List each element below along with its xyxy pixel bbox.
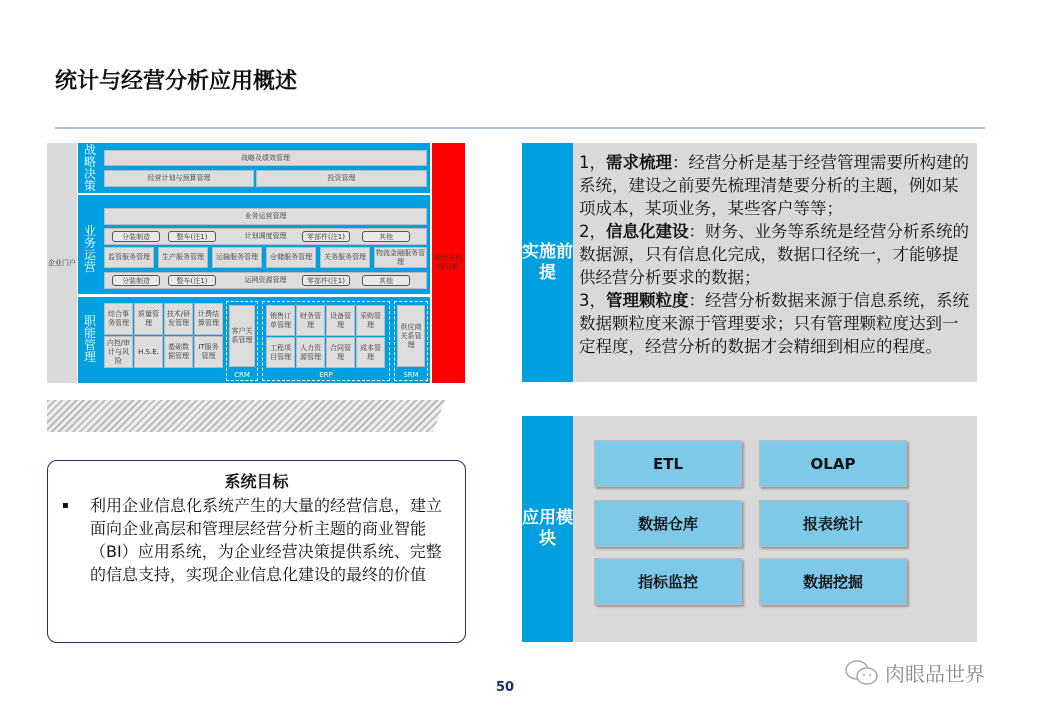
title-divider [55,127,985,129]
item-num: 1， [579,153,606,172]
diagram-box: 采购管理 [356,305,385,336]
goal-text: 利用企业信息化系统产生的大量的经营信息，建立面向企业高层和管理层经营分析主题的商业智能（BI）应用系统，为企业经营决策提供系统、完整的信息支持，实现企业信息化建设的最终的价值 [90,496,443,584]
system-goal-box [47,460,466,643]
diagram-box: H.S.E. [134,336,163,368]
diagram-box: 业务运营管理 [104,208,427,225]
diagram-pill: 零部件(注1) [302,231,350,242]
diagram-box: 经营计划与预算管理 [104,170,254,187]
page-title: 统计与经营分析应用概述 [55,69,298,94]
diagram-box: 关务服务管理 [320,247,370,268]
modules-panel [573,416,977,642]
diagram-box: 生产服务管理 [158,247,208,268]
module-kpi-monitor: 指标监控 [594,558,742,605]
diagram-box: 投资管理 [256,170,427,187]
module-reports: 报表统计 [759,500,907,547]
diagram-box: 质量管理 [134,303,163,335]
diagram-box: 监管服务管理 [104,247,154,268]
diagram-box: 工程项目管理 [266,337,295,368]
function-section [78,297,430,383]
bullet-icon: ▪ [62,500,69,511]
business-section [78,195,430,294]
diagram-box: 供应商关系管理 [397,305,425,367]
diagram-pill: 整车(注1) [168,275,216,286]
diagram-box: 人力资源管理 [296,337,325,368]
diagram-box: 计费结算管理 [194,303,223,335]
premise-label: 实施前提 [522,143,573,382]
diagram-pill: 其他 [362,275,410,286]
diagram-box: 战略及绩效管理 [104,150,427,166]
module-olap: OLAP [759,440,907,487]
diagram-box: 销售订单管理 [266,305,295,336]
diagram-box: 内控/审计与风险 [104,336,133,368]
item-text: ：财务、业务等系统是经营分析系统的数据源，只有信息化完成，数据口径统一，才能够提供经营分析要求的数据； [579,222,969,287]
page-number: 50 [496,680,515,695]
watermark-text: 肉眼品世界 [885,662,985,686]
diagram-pill: 整车(注1) [168,231,216,242]
item-text: ：经营分析是基于经营管理需要所构建的系统，建设之前要先梳理清楚要分析的主题，例如某项成本，某项业务，某些客户等等； [579,153,969,218]
diagram-box: 综合事务管理 [104,303,133,335]
item-term: 需求梳理 [606,153,672,172]
diagram-pill: 分装制造 [112,231,160,242]
diagram-box: 计划调度管理 [104,228,427,245]
diagram-box: 运网资源管理 [104,272,427,289]
diagram-box: 客户关系管理 [229,305,255,367]
module-etl: ETL [594,440,742,487]
architecture-diagram [47,143,465,383]
diagram-box: 成本管理 [356,337,385,368]
function-label: 职能管理 [83,314,96,364]
diagram-box: 财务管理 [296,305,325,336]
premise-text [573,143,977,382]
portal-column: 企业门户 [47,143,77,383]
diagram-box: 设备管理 [326,305,355,336]
strategy-label: 战略决策 [83,143,96,193]
diagram-pill: 零部件(注1) [302,275,350,286]
goal-title: 系统目标 [224,472,289,491]
item-num: 2， [579,222,606,241]
analysis-column: 统计与经营分析 [432,143,465,383]
diagram-pill: 分装制造 [112,275,160,286]
hatched-arrow-bar [47,400,445,432]
crm-label: CRM [234,371,250,379]
diagram-box: 合同管理 [326,337,355,368]
diagram-box: 仓储服务管理 [266,247,316,268]
srm-label: SRM [403,371,419,379]
module-data-mining: 数据挖掘 [759,558,907,605]
modules-label: 应用模块 [522,416,573,642]
item-term: 管理颗粒度 [606,291,689,310]
module-data-warehouse: 数据仓库 [594,500,742,547]
wechat-icon [845,659,879,687]
diagram-box: 技术/研发管理 [164,303,193,335]
diagram-box: 运输服务管理 [212,247,262,268]
diagram-box: IT服务管理 [194,336,223,368]
erp-label: ERP [319,371,333,379]
watermark [845,658,985,687]
diagram-box: 基础数据管理 [164,336,193,368]
item-num: 3， [579,291,606,310]
business-label: 业务运营 [83,224,96,274]
strategy-section [78,143,430,193]
item-text: ：经营分析数据来源于信息系统，系统数据颗粒度来源于管理要求；只有管理颗粒度达到一定程度，经营分析的数据才会精细到相应的程度。 [579,291,969,356]
item-term: 信息化建设 [606,222,689,241]
diagram-box: 物流金融服务管理 [374,247,427,268]
diagram-pill: 其他 [362,231,410,242]
